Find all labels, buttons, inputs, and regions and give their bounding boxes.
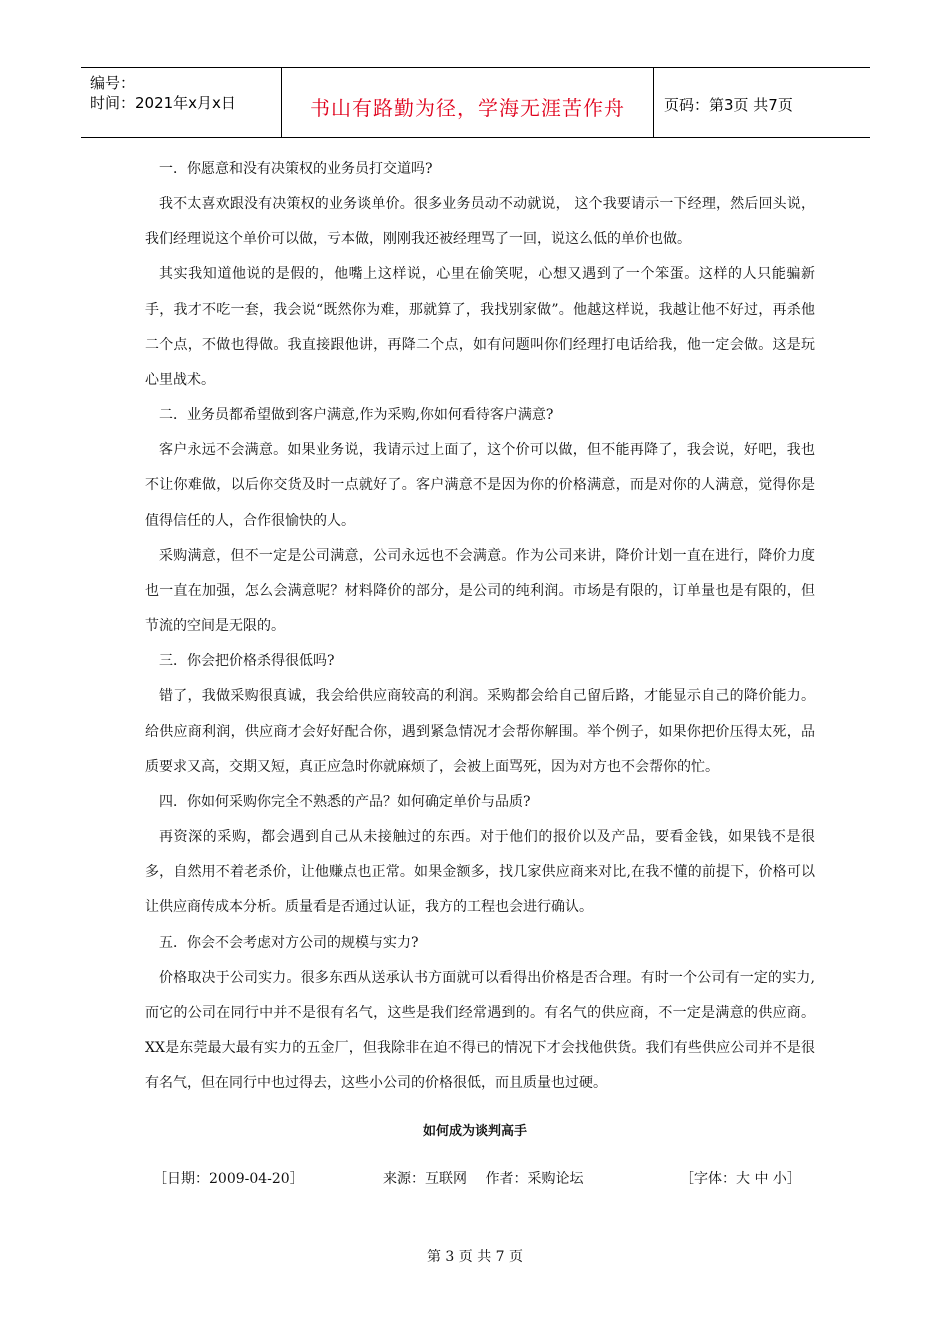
header-motto-cell	[282, 68, 654, 137]
article-title: 如何成为谈判高手	[422, 1124, 527, 1139]
answer-paragraph: 再资深的采购，都会遇到自己从未接触过的东西。对于他们的报价以及产品，要看金钱，如果钱不是很多，自然用不着老杀价，让他赚点也正常。如果金额多，找几家供应商来对比,在我不懂的前提下，价格可以让供应商传成本分析。质量看是否通过认证，我方的工程也会进行确认。	[145, 829, 815, 916]
answer-paragraph: 我不太喜欢跟没有决策权的业务谈单价。很多业务员动不动就说， 这个我要请示一下经理，然后回头说，我们经理说这个单价可以做，亏本做，刚刚我还被经理骂了一回，说这么低的单价也做。	[145, 196, 815, 248]
question-2: 二．业务员都希望做到客户满意,作为采购,你如何看待客户满意?	[159, 407, 554, 424]
section-4	[145, 785, 815, 926]
section-5	[145, 926, 815, 1102]
question-1: 一．你愿意和没有决策权的业务员打交道吗?	[159, 161, 433, 177]
header-page-info: 页码：第3页 共7页	[664, 96, 793, 114]
article-source-author: 来源：互联网 作者：采购论坛	[383, 1171, 584, 1187]
page-header	[81, 67, 870, 138]
question-3: 三．你会把价格杀得很低吗?	[159, 653, 335, 670]
answer-paragraph: 客户永远不会满意。如果业务说，我请示过上面了，这个价可以做，但不能再降了，我会说，好吧，我也不让你难做，以后你交货及时一点就好了。客户满意不是因为你的价格满意，而是对你的人满意，觉得你是值得信任的人，合作很愉快的人。	[145, 442, 815, 529]
answer-paragraph: 价格取决于公司实力。很多东西从送承认书方面就可以看得出价格是否合理。有时一个公司有一定的实力,而它的公司在同行中并不是很有名气，这些是我们经常遇到的。有名气的供应商，不一定是满意的供应商。XX是东莞最大最有实力的五金厂，但我除非在迫不得已的情况下才会找他供货。我们有些供应公司并不是很有名气，但在同行中也过得去，这些小公司的价格很低，而且质量也过硬。	[145, 969, 815, 1092]
font-size-selector[interactable]: ［字体：大 中 小］	[680, 1171, 801, 1187]
header-page-cell	[654, 68, 870, 137]
section-1	[145, 152, 815, 398]
answer-paragraph: 错了，我做采购很真诚，我会给供应商较高的利润。采购都会给自己留后路，才能显示自己的降价能力。给供应商利润，供应商才会好好配合你，遇到紧急情况才会帮你解围。举个例子，如果你把价压得太死，品质要求又高，交期又短，真正应急时你就麻烦了，会被上面骂死，因为对方也不会帮你的忙。	[145, 688, 815, 775]
document-date: 时间：2021年x月x日	[90, 94, 236, 112]
answer-paragraph: 其实我知道他说的是假的，他嘴上这样说，心里在偷笑呢，心想又遇到了一个笨蛋。这样的人只能骗新手，我才不吃一套，我会说“既然你为难，那就算了，我找别家做”。他越这样说，我越让他不好过，再杀他二个点，不做也得做。我直接跟他讲，再降二个点，如有问题叫你们经理打电话给我，他一定会做。这是玩心里战术。	[145, 266, 815, 389]
section-3	[145, 644, 815, 785]
section-2	[145, 398, 815, 644]
header-motto: 书山有路勤为径，学海无涯苦作舟	[310, 96, 625, 120]
answer-paragraph: 采购满意，但不一定是公司满意，公司永远也不会满意。作为公司来讲，降价计划一直在进行，降价力度也一直在加强，怎么会满意呢？材料降价的部分，是公司的纯利润。市场是有限的，订单量也是有限的，但节流的空间是无限的。	[145, 547, 815, 635]
question-4: 四．你如何采购你完全不熟悉的产品？如何确定单价与品质?	[159, 794, 531, 811]
document-number-label: 编号：	[90, 74, 136, 92]
article-date: ［日期：2009-04-20］	[153, 1171, 304, 1187]
question-5: 五．你会不会考虑对方公司的规模与实力?	[159, 934, 419, 951]
page-footer: 第 3 页 共 7 页	[426, 1249, 524, 1265]
header-meta-cell	[81, 68, 282, 137]
article-body	[145, 152, 815, 1101]
